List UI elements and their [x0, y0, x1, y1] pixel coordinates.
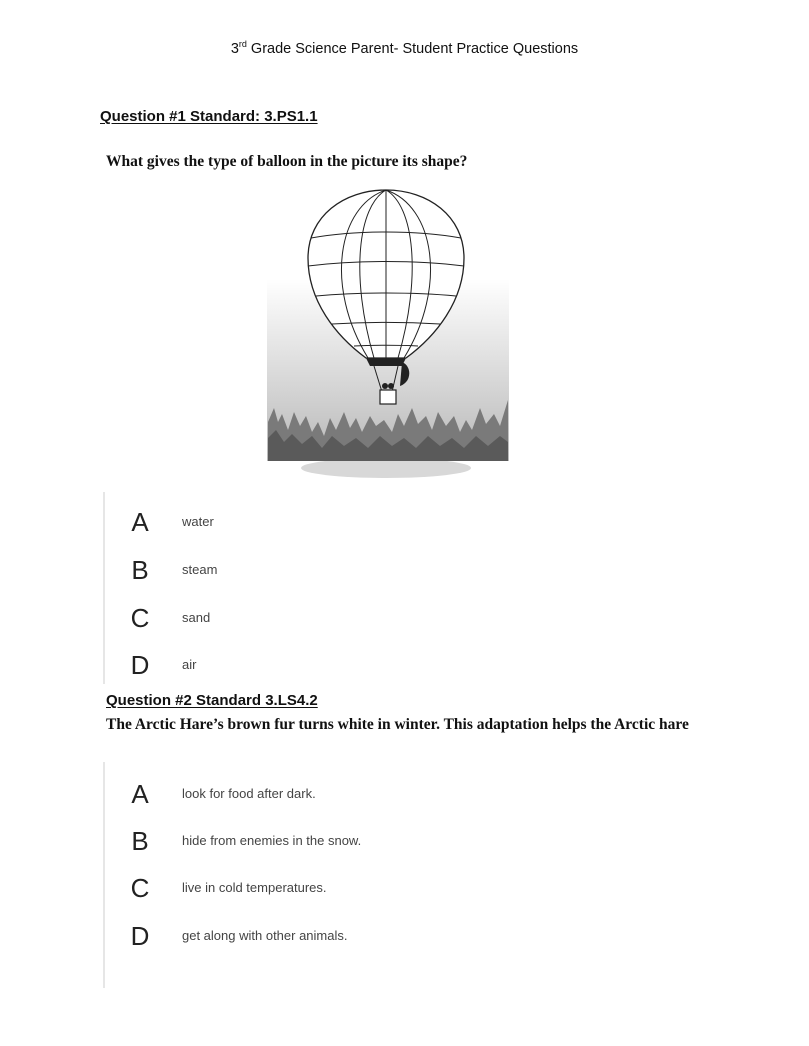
choice-letter: C	[130, 873, 150, 903]
choice-letter: A	[131, 779, 149, 809]
title-superscript: rd	[238, 39, 247, 50]
choice-letter: B	[131, 826, 149, 856]
question-1-heading: Question #1 Standard: 3.PS1.1	[100, 108, 318, 125]
question-2-choices-bar	[103, 762, 105, 988]
question-1-text: What gives the type of balloon in the picture its shape?	[106, 153, 468, 170]
title-prefix: 3	[230, 41, 239, 57]
choice-text: water	[182, 514, 214, 529]
hot-air-balloon-illustration	[266, 186, 510, 486]
choice-letter: B	[131, 555, 149, 585]
question-2-text: The Arctic Hare’s brown fur turns white in winter. This adaptation helps the Arctic hare	[106, 716, 689, 733]
choice-letter: D	[130, 921, 150, 951]
choice-text: steam	[182, 562, 218, 577]
choice-text: sand	[182, 610, 211, 625]
choice-text: live in cold temperatures.	[182, 880, 327, 895]
choice-text: hide from enemies in the snow.	[182, 833, 362, 848]
choice-text: get along with other animals.	[182, 928, 348, 943]
choice-text: look for food after dark.	[182, 786, 316, 801]
page-title	[0, 41, 809, 57]
question-1-choices-bar	[103, 492, 105, 684]
choice-letter: A	[131, 507, 149, 537]
choice-text: air	[182, 657, 197, 672]
choice-letter: C	[130, 603, 150, 633]
title-rest: Grade Science Parent- Student Practice Questions	[246, 41, 579, 57]
choice-letter: D	[130, 650, 150, 680]
question-2-heading: Question #2 Standard 3.LS4.2	[106, 692, 318, 709]
